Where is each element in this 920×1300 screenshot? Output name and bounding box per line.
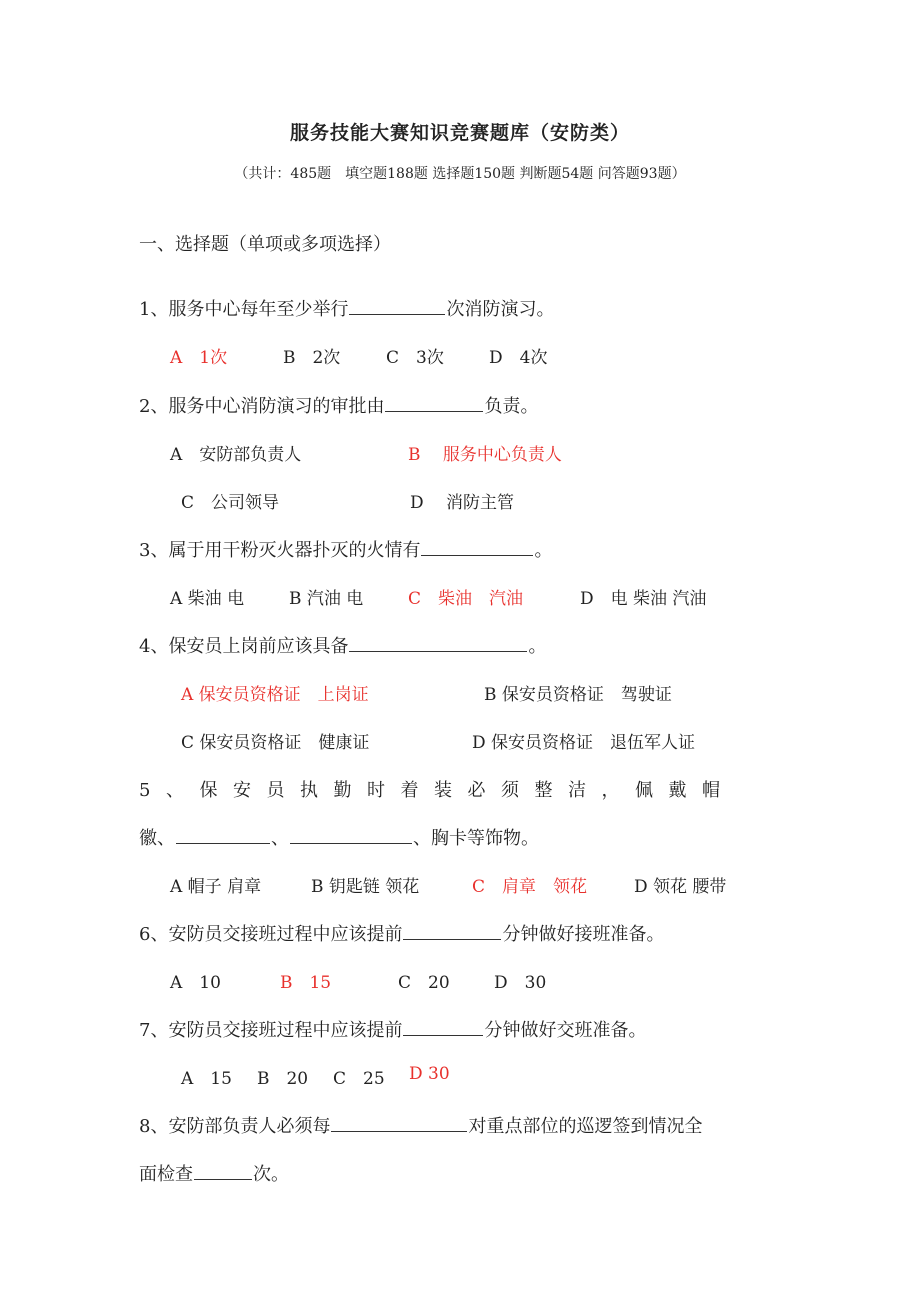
question-1 bbox=[139, 295, 554, 321]
question-text: 次消防演习。 bbox=[446, 299, 555, 320]
document-subtitle: （共计：485题 填空题188题 选择题150题 判断题54题 问答题93题） bbox=[234, 166, 686, 182]
answer-blank bbox=[385, 393, 483, 412]
option-2a: A 安防部负责人 bbox=[170, 445, 302, 465]
question-text: 8、安防部负责人必须每 bbox=[139, 1116, 331, 1137]
option-4d: D 保安员资格证 退伍军人证 bbox=[472, 733, 696, 753]
option-1c: C 3次 bbox=[386, 348, 444, 368]
option-5b: B 钥匙链 领花 bbox=[311, 877, 420, 897]
option-1b: B 2次 bbox=[283, 348, 341, 368]
question-5-line-2 bbox=[139, 824, 539, 850]
question-text: 7、安防员交接班过程中应该提前 bbox=[139, 1020, 403, 1041]
question-text: 、 bbox=[271, 828, 289, 849]
question-text: 3、属于用干粉灭火器扑灭的火情有 bbox=[139, 540, 421, 561]
question-text: 面检查 bbox=[139, 1164, 193, 1185]
document-title: 服务技能大赛知识竞赛题库（安防类） bbox=[289, 122, 630, 144]
question-text: 次。 bbox=[253, 1164, 289, 1185]
option-5c: C 肩章 领花 bbox=[472, 877, 588, 897]
question-text: 分钟做好接班准备。 bbox=[502, 924, 665, 945]
option-3d: D 电 柴油 汽油 bbox=[580, 589, 707, 609]
answer-blank bbox=[194, 1161, 252, 1180]
question-text: 4、保安员上岗前应该具备 bbox=[139, 636, 349, 657]
option-3c: C 柴油 汽油 bbox=[408, 589, 524, 609]
option-1a: A 1次 bbox=[170, 348, 228, 368]
question-text: 负责。 bbox=[484, 396, 539, 417]
question-7 bbox=[139, 1016, 646, 1042]
option-5a: A 帽子 肩章 bbox=[170, 877, 262, 897]
option-4b: B 保安员资格证 驾驶证 bbox=[484, 685, 672, 705]
option-6b: B 15 bbox=[280, 973, 332, 993]
answer-blank bbox=[403, 1017, 483, 1036]
option-6c: C 20 bbox=[398, 973, 450, 993]
option-4a: A 保安员资格证 上岗证 bbox=[181, 685, 369, 705]
option-3b: B 汽油 电 bbox=[289, 589, 364, 609]
option-6a: A 10 bbox=[170, 973, 221, 993]
option-2c: C 公司领导 bbox=[181, 493, 280, 513]
question-text: 。 bbox=[534, 540, 553, 561]
answer-blank bbox=[176, 825, 270, 844]
option-5d: D 领花 腰带 bbox=[634, 877, 727, 897]
question-8-line-2 bbox=[139, 1160, 289, 1186]
option-3a: A 柴油 电 bbox=[170, 589, 245, 609]
option-6d: D 30 bbox=[494, 973, 547, 993]
answer-blank bbox=[349, 296, 445, 315]
option-4c: C 保安员资格证 健康证 bbox=[181, 733, 370, 753]
question-text: 1、服务中心每年至少举行 bbox=[139, 299, 349, 320]
section-heading: 一、选择题（单项或多项选择） bbox=[139, 234, 391, 255]
question-2 bbox=[139, 392, 538, 418]
question-text: 分钟做好交班准备。 bbox=[484, 1020, 647, 1041]
question-text: 。 bbox=[528, 636, 547, 657]
question-text: 徽、 bbox=[139, 828, 175, 849]
option-7d: D 30 bbox=[409, 1064, 450, 1084]
question-text: 对重点部位的巡逻签到情况全 bbox=[468, 1116, 703, 1137]
option-1d: D 4次 bbox=[489, 348, 548, 368]
question-text: 6、安防员交接班过程中应该提前 bbox=[139, 924, 403, 945]
option-2b: B 服务中心负责人 bbox=[408, 445, 562, 465]
answer-blank bbox=[403, 921, 501, 940]
question-8-line-1 bbox=[139, 1112, 702, 1138]
question-5-line-1: 5、保安员执勤时着装必须整洁，佩戴帽 bbox=[139, 780, 736, 801]
answer-blank bbox=[349, 633, 527, 652]
question-4 bbox=[139, 632, 546, 658]
answer-blank bbox=[290, 825, 412, 844]
question-text: 2、服务中心消防演习的审批由 bbox=[139, 396, 385, 417]
option-2d: D 消防主管 bbox=[410, 493, 515, 513]
option-7c: C 25 bbox=[333, 1069, 385, 1089]
question-6 bbox=[139, 920, 664, 946]
answer-blank bbox=[421, 537, 533, 556]
question-text: 、胸卡等饰物。 bbox=[413, 828, 539, 849]
option-7a: A 15 bbox=[181, 1069, 232, 1089]
question-3 bbox=[139, 536, 552, 562]
answer-blank bbox=[331, 1113, 467, 1132]
option-7b: B 20 bbox=[257, 1069, 309, 1089]
